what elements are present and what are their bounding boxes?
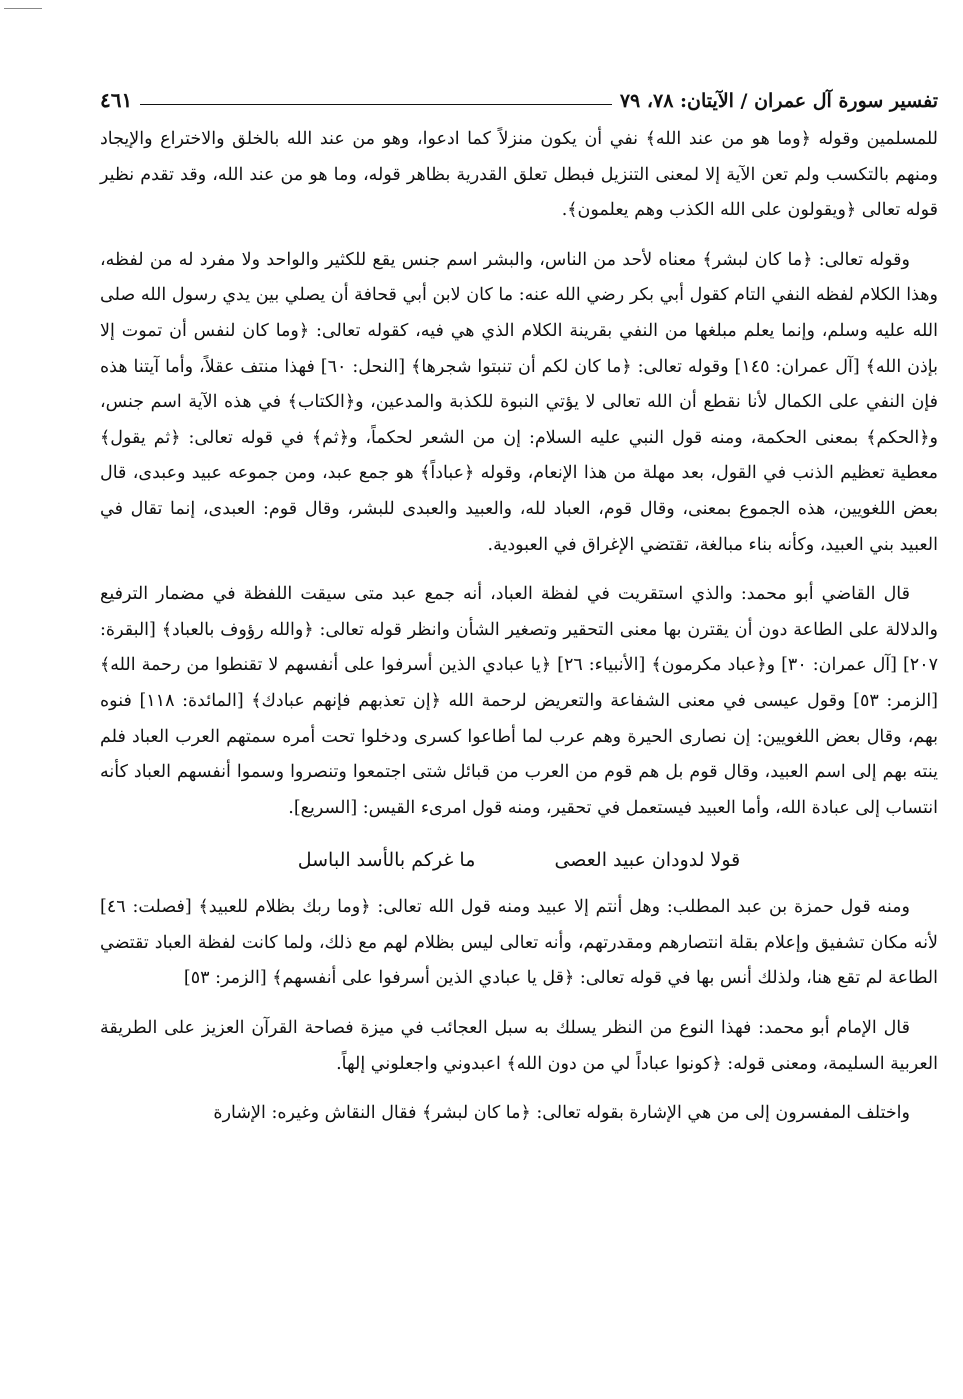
page-header <box>100 78 938 112</box>
paragraph-4: ومنه قول حمزة بن عبد المطلب: وهل أنتم إلا عبيد ومنه قول الله تعالى: ﴿وما ربك بظلام للعبيد﴾ [فصلت: ٤٦] لأنه مكان تشفيق وإعلام بقلة انتصارهم ومقدرتهم، وأنه تعالى ليس بظلام لهم مع ذلك، ولما كانت لفظة العباد تقتضي الطاعة لم تقع هنا، ولذلك أنس بها في قوله تعالى: ﴿قل يا عبادي الذين أسرفوا على أنفسهم﴾ [الزمر: ٥٣] <box>100 897 938 989</box>
book-page <box>100 78 938 1146</box>
page-body <box>100 122 938 1132</box>
running-title: تفسير سورة آل عمران / الآيتان: ٧٨، ٧٩ <box>619 90 938 112</box>
page-number: ٤٦١ <box>100 88 133 112</box>
corner-scan-mark <box>4 8 42 9</box>
poetry-verse <box>100 840 938 880</box>
header-rule <box>140 104 612 105</box>
verse-second-hemistich: ما غركم بالأسد الباسل <box>297 849 476 872</box>
paragraph-3: قال القاضي أبو محمد: والذي استقريت في لفظة العباد، أنه جمع عبد متى سيقت اللفظة في مضمار الترفيع والدلالة على الطاعة دون أن يقترن بها معنى التحقير وتصغير الشأن وانظر قوله تعالى: ﴿والله رؤوف بالعباد﴾ [البقرة: ٢٠٧] [آل عمران: ٣٠] و﴿عباد مكرمون﴾ [الأنبياء: ٢٦] ﴿يا عبادي الذين أسرفوا على أنفسهم لا تقنطوا من رحمة الله﴾ [الزمر: ٥٣] وقول عيسى في معنى الشفاعة والتعريض لرحمة الله ﴿إن تعذبهم فإنهم عبادك﴾ [المائدة: ١١٨] فنوه بهم، وقال بعض اللغويين: إن نصارى الحيرة وهم عرب لما أطاعوا كسرى ودخلوا تحت أمره سمتهم العرب العباد فلم ينته بهم إلى اسم العبيد، وقال قوم بل هم قوم من العرب من قبائل شتى اجتمعوا وتنصروا وسموا أنفسهم العباد كأنه انتساب إلى عبادة الله، وأما العبيد فيستعمل في تحقير، ومنه قول امرىء القيس: [السريع]. <box>100 584 939 818</box>
paragraph-6: واختلف المفسرون إلى من هي الإشارة بقوله تعالى: ﴿ما كان لبشر﴾ فقال النقاش وغيره: الإشارة <box>213 1103 910 1124</box>
paragraph-5: قال الإمام أبو محمد: فهذا النوع من النظر يسلك به سبل العجائب في ميزة فصاحة القرآن العزيز على الطريقة العربية السليمة، ومعنى قوله: ﴿كونوا عباداً لي من دون الله﴾ اعبدوني واجعلوني إلهاً. <box>100 1018 938 1074</box>
paragraph-1: للمسلمين وقوله ﴿وما هو من عند الله﴾ نفي أن يكون منزلاً كما ادعوا، وهو من عند الله بالخلق والاختراع والإيجاد ومنهم بالتكسب ولم تعن الآية إلا لمعنى التنزيل فبطل تعلق القدرية بظاهر قوله، وما هو من عند الله، وقد تقدم نظير قوله تعالى ﴿ويقولون على الله الكذب وهم يعلمون﴾. <box>100 129 938 221</box>
paragraph-2: وقوله تعالى: ﴿ما كان لبشر﴾ معناه لأحد من الناس، والبشر اسم جنس يقع للكثير والواحد ولا مفرد له من لفظه، وهذا الكلام لفظه النفي التام كقول أبي بكر رضي الله عنه: ما كان لابن أبي قحافة أن يصلي بين يدي رسول الله صلى الله عليه وسلم، وإنما يعلم مبلغها من النفي بقرينة الكلام الذي هي فيه، كقوله تعالى: ﴿وما كان لنفس أن تموت إلا بإذن الله﴾ [آل عمران: ١٤٥] وقوله تعالى: ﴿ما كان لكم أن تنبتوا شجرها﴾ [النحل: ٦٠] فهذا منتف عقلاً، وأما آيتنا هذه فإن النفي على الكمال لأنا نقطع أن الله تعالى لا يؤتي النبوة للكذبة والمدعين، و﴿الكتاب﴾ في هذه الآية اسم جنس، و﴿الحكم﴾ بمعنى الحكمة، ومنه قول النبي عليه السلام: إن من الشعر لحكماً، و﴿ثم﴾ في قوله تعالى: ﴿ثم يقول﴾ معطية تعظيم الذنب في القول، بعد مهلة من هذا الإنعام، وقوله ﴿عباداً﴾ هو جمع عبد، ومن جموعه عبيد وعبدى، قال بعض اللغويين، هذه الجموع بمعنى، وقال قوم، العباد لله، والعبيد والعبدى للبشر، وقال قوم: العبدى، إنما تقال في العبيد بني العبيد، وكأنه بناء مبالغة، تقتضي الإغراق في العبودية. <box>100 249 938 555</box>
verse-first-hemistich: قولا لدودان عبيد العصى <box>554 849 741 872</box>
